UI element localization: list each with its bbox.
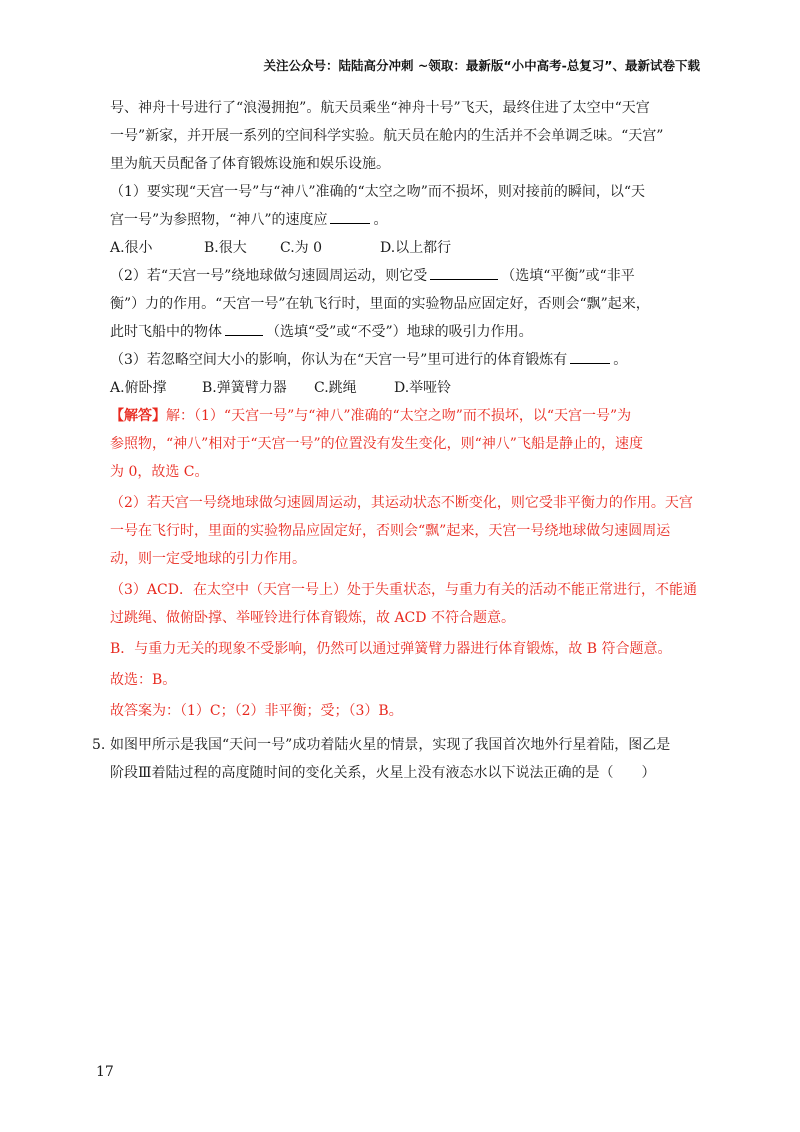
option-a: A.俯卧撑	[110, 380, 167, 396]
answer-line: 故选：B。	[110, 672, 177, 688]
q2-text: （2）若“天宫一号”绕地球做匀速圆周运动，则它受	[110, 268, 428, 284]
intro-line: 里为航天员配备了体育锻炼设施和娱乐设施。	[110, 156, 390, 172]
answer-blank	[570, 347, 610, 364]
answer-tag: 【解答】	[110, 408, 166, 424]
q2-line	[110, 318, 710, 346]
q2-text-end: （选填“平衡”或“非平	[501, 268, 635, 284]
answer-line	[110, 402, 710, 430]
q1-line: （1）要实现“天宫一号”与“神八”准确的“太空之吻”而不损坏，则对接前的瞬间，以“天	[110, 184, 646, 200]
answer-line: 为 0，故选 C。	[110, 464, 209, 480]
option-b: B.很大	[204, 240, 247, 256]
option-c: C.为 0	[280, 240, 323, 256]
q3-line	[110, 346, 710, 374]
q3-options	[110, 374, 710, 402]
answer-line: 动，则一定受地球的引力作用。	[110, 551, 306, 567]
q3-text: （3）若忽略空间大小的影响，你认为在“天宫一号”里可进行的体育锻炼有	[110, 352, 568, 368]
q5-line: 阶段Ⅲ着陆过程的高度随时间的变化关系，火星上没有液态水以下说法正确的是（ ）	[110, 765, 656, 781]
intro-line: 号、神舟十号进行了“浪漫拥抱”。航天员乘坐“神舟十号”飞天，最终住进了太空中“天宫	[110, 100, 650, 116]
q2-text-end: （选填“受”或“不受”）地球的吸引力作用。	[266, 324, 533, 340]
document-body	[92, 94, 710, 787]
q2-text: 此时飞船中的物体	[110, 324, 222, 340]
option-c: C.跳绳	[314, 380, 357, 396]
answer-line: （2）若天宫一号绕地球做匀速圆周运动，其运动状态不断变化，则它受非平衡力的作用。天宫	[110, 495, 693, 511]
q5-text: 如图甲所示是我国“天问一号”成功着陆火星的情景，实现了我国首次地外行星着陆，图乙是	[110, 737, 671, 753]
q1-text: 宫一号”为参照物，“神八”的速度应	[110, 212, 328, 228]
intro-line: 一号”新家，并开展一系列的空间科学实验。航天员在舱内的生活并不会单调乏味。“天宫”	[110, 128, 664, 144]
answer-line: 故答案为：（1）C；（2）非平衡；受；（3）B。	[110, 703, 403, 719]
question-number: 5.	[92, 737, 106, 753]
answer-blank	[330, 207, 370, 224]
q5-line	[92, 731, 710, 759]
q1-text-end: 。	[373, 212, 388, 228]
q1-line	[110, 206, 710, 234]
answer-line: B．与重力无关的现象不受影响，仍然可以通过弹簧臂力器进行体育锻炼，故 B 符合题意。	[110, 641, 672, 657]
page-number: 17	[96, 1064, 114, 1080]
page-header: 关注公众号：陆陆高分冲刺 ~领取：最新版“小中高考-总复习”、最新试卷下载	[263, 58, 700, 73]
answer-line: 一号在飞行时，里面的实验物品应固定好，否则会“飘”起来，天宫一号绕地球做匀速圆周运	[110, 523, 671, 539]
answer-text: 解：（1）“天宫一号”与“神八”准确的“太空之吻”而不损坏，以“天宫一号”为	[166, 408, 632, 424]
answer-line: 参照物，“神八”相对于“天宫一号”的位置没有发生变化，则“神八”飞船是静止的，速度	[110, 436, 643, 452]
q2-line	[110, 262, 710, 290]
option-b: B.弹簧臂力器	[202, 380, 287, 396]
q2-line: 衡”）力的作用。“天宫一号”在轨飞行时，里面的实验物品应固定好，否则会“飘”起来，	[110, 296, 650, 312]
option-d: D.举哑铃	[394, 380, 452, 396]
q1-options	[110, 234, 710, 262]
option-d: D.以上都行	[380, 240, 452, 256]
option-a: A.很小	[110, 240, 153, 256]
answer-blank	[430, 263, 498, 280]
q3-text-end: 。	[613, 352, 628, 368]
answer-line: （3）ACD．在太空中（天宫一号上）处于失重状态，与重力有关的活动不能正常进行，不能通	[110, 582, 697, 598]
answer-line: 过跳绳、做俯卧撑、举哑铃进行体育锻炼，故 ACD 不符合题意。	[110, 610, 515, 626]
answer-blank	[225, 319, 263, 336]
